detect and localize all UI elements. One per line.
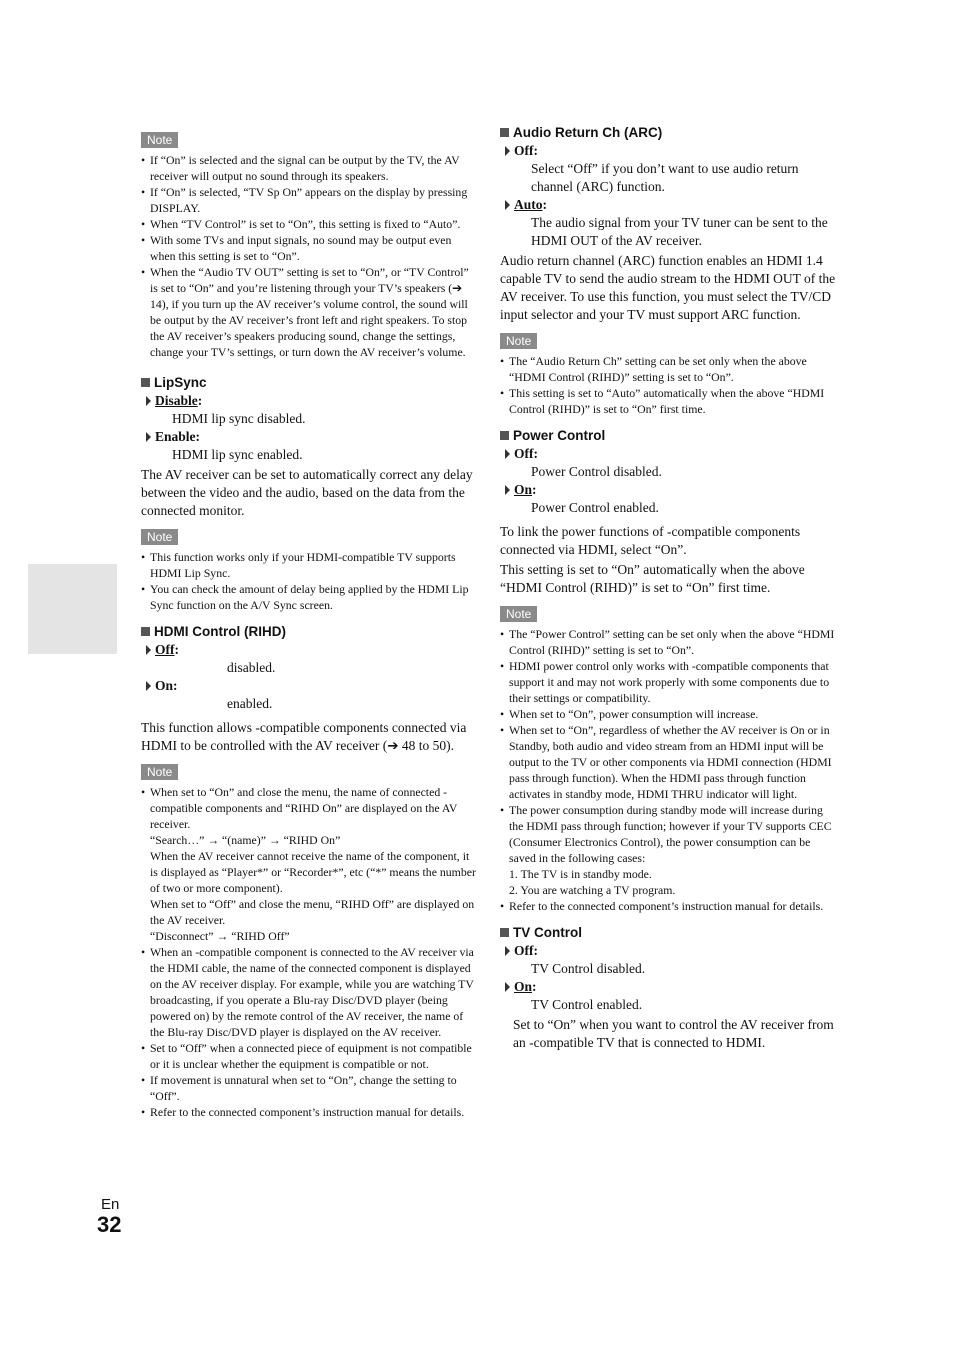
note-item: • The power consumption during standby mode will increase during the HDMI pass through function; however if your TV supports CEC (Consumer Electronics Control), the power consumption can be saved in the following cases: [500,802,838,866]
left-column [141,131,478,1120]
note-list [141,152,478,360]
section-heading [500,427,838,445]
option-disable: Disable: [141,392,478,410]
page-language: En [101,1196,120,1213]
note-subitem: When set to “Off” and close the menu, “RIHD Off” are displayed on the AV receiver. [150,897,475,927]
note-item: • When the “Audio TV OUT” setting is set to “On”, or “TV Control” is set to “On” and you’re listening through your TV’s speakers (➔ 14), if you turn up the AV receiver’s volume control, the sound will be output by the AV receiver’s front left and right speakers. To stop the AV receiver’s speakers producing sound, change the settings, change your TV’s settings, or turn down the AV receiver’s volume. [141,264,478,360]
note-item: • The “Audio Return Ch” setting can be set only when the above “HDMI Control (RIHD)” setting is set to “On”. [500,353,838,385]
option-description: Power Control disabled. [531,464,662,479]
note-item: • Refer to the connected component’s instruction manual for details. [500,898,838,914]
option-description: HDMI lip sync enabled. [172,447,303,462]
note-item: • If “On” is selected, “TV Sp On” appears on the display by pressing DISPLAY. [141,184,478,216]
note-item: • HDMI power control only works with -compatible components that support it and may not work properly with some components due to their settings or compatibility. [500,658,838,706]
note-numbered-item: 2. You are watching a TV program. [509,883,676,897]
power-heading: Power Control [513,428,606,443]
note-badge: Note [500,606,537,622]
paragraph: This function allows -compatible components connected via HDMI to be controlled with the AV receiver (➔ 48 to 50). [141,720,467,753]
paragraph: To link the power functions of -compatible components connected via HDMI, select “On”. [500,524,801,557]
section-heading [141,623,478,641]
option-description: TV Control disabled. [531,961,646,976]
note-subitem: “Disconnect” → “RIHD Off” [150,929,290,943]
page-number: 32 [97,1212,122,1237]
option-off: Off: [141,641,478,659]
option-description: HDMI lip sync disabled. [172,411,306,426]
option-description: Power Control enabled. [531,500,659,515]
note-item: • When an -compatible component is connected to the AV receiver via the HDMI cable, the name of the connected component is displayed on the AV receiver display. For example, while you are watching TV broadcasting, if you operate a Blu-ray Disc/DVD player (being powered on) by the remote control of the AV receiver, the name of the Blu-ray Disc/DVD player is displayed on the AV receiver. [141,944,478,1040]
note-item: • This function works only if your HDMI-compatible TV supports HDMI Lip Sync. [141,549,478,581]
arrow-right-icon [505,946,510,956]
note-item: • This setting is set to “Auto” automatically when the above “HDMI Control (RIHD)” is set to “On” first time. [500,385,838,417]
option-description: enabled. [227,696,273,711]
option-description: disabled. [227,660,276,675]
note-item: • When set to “On”, power consumption will increase. [500,706,838,722]
note-badge: Note [141,764,178,780]
note-item: • When “TV Control” is set to “On”, this setting is fixed to “Auto”. [141,216,478,232]
paragraph: This setting is set to “On” automatically when the above “HDMI Control (RIHD)” is set to “On” first time. [500,562,805,595]
arc-heading: Audio Return Ch (ARC) [513,125,663,140]
arrow-right-icon [146,432,151,442]
paragraph: Audio return channel (ARC) function enables an HDMI 1.4 capable TV to send the audio stream to the HDMI OUT of the AV receiver. To use this function, you must select the TV/CD input selector and your TV must support ARC function. [500,253,836,322]
note-item: • If “On” is selected and the signal can be output by the TV, the AV receiver will output no sound through its speakers. [141,152,478,184]
arrow-right-icon [505,449,510,459]
note-list [141,784,478,1120]
right-column [500,124,838,1052]
note-badge: Note [500,333,537,349]
paragraph: The AV receiver can be set to automatically correct any delay between the video and the audio, based on the data from the connected monitor. [141,467,473,518]
note-item: • With some TVs and input signals, no sound may be output even when this setting is set to “On”. [141,232,478,264]
option-description: Select “Off” if you don’t want to use audio return channel (ARC) function. [531,161,799,194]
tv-heading: TV Control [513,925,582,940]
option-description: The audio signal from your TV tuner can be sent to the HDMI OUT of the AV receiver. [531,215,828,248]
note-subitem: “Search…” → “(name)” → “RIHD On” [150,833,341,847]
paragraph: Set to “On” when you want to control the AV receiver from an -compatible TV that is connected to HDMI. [513,1017,834,1050]
option-enable: Enable: [141,428,478,446]
option-on: On: [500,481,838,499]
note-badge: Note [141,529,178,545]
note-item: • The “Power Control” setting can be set only when the above “HDMI Control (RIHD)” setting is set to “On”. [500,626,838,658]
option-auto: Auto: [500,196,838,214]
note-item: • When set to “On”, regardless of whether the AV receiver is On or in Standby, both audio and video stream from an HDMI input will be output to the TV or other components via HDMI connection (HDMI pass through function). When the HDMI pass through function activates in standby mode, HDMI THRU indicator will light. [500,722,838,802]
arrow-right-icon [505,982,510,992]
arrow-right-icon [505,485,510,495]
section-heading [500,124,838,142]
note-item: • Refer to the connected component’s instruction manual for details. [141,1104,478,1120]
note-item: • When set to “On” and close the menu, the name of connected -compatible components and “RIHD On” are displayed on the AV receiver. [141,784,478,832]
note-list [500,626,838,914]
section-heading [141,374,478,392]
option-description: TV Control enabled. [531,997,643,1012]
option-off: Off: [500,142,838,160]
note-numbered-item: 1. The TV is in standby mode. [509,867,652,881]
note-list [500,353,838,417]
lipsync-heading: LipSync [154,375,207,390]
option-off: Off: [500,445,838,463]
note-subitem: When the AV receiver cannot receive the name of the component, it is displayed as “Player*” or “Recorder*”, etc (“*” means the number of two or more component). [150,849,476,895]
arrow-right-icon [146,681,151,691]
note-item: • If movement is unnatural when set to “On”, change the setting to “Off”. [141,1072,478,1104]
section-heading [500,924,838,942]
note-list [141,549,478,613]
option-on: On: [141,677,478,695]
section-tab [28,564,117,654]
option-on: On: [500,978,838,996]
option-off: Off: [500,942,838,960]
arrow-right-icon [146,396,151,406]
arrow-right-icon [505,200,510,210]
note-badge: Note [141,132,178,148]
arrow-right-icon [146,645,151,655]
arrow-right-icon [505,146,510,156]
note-item: • You can check the amount of delay being applied by the HDMI Lip Sync function on the A/V Sync screen. [141,581,478,613]
note-item: • Set to “Off” when a connected piece of equipment is not compatible or it is unclear whether the equipment is compatible or not. [141,1040,478,1072]
rihd-heading: HDMI Control (RIHD) [154,624,286,639]
